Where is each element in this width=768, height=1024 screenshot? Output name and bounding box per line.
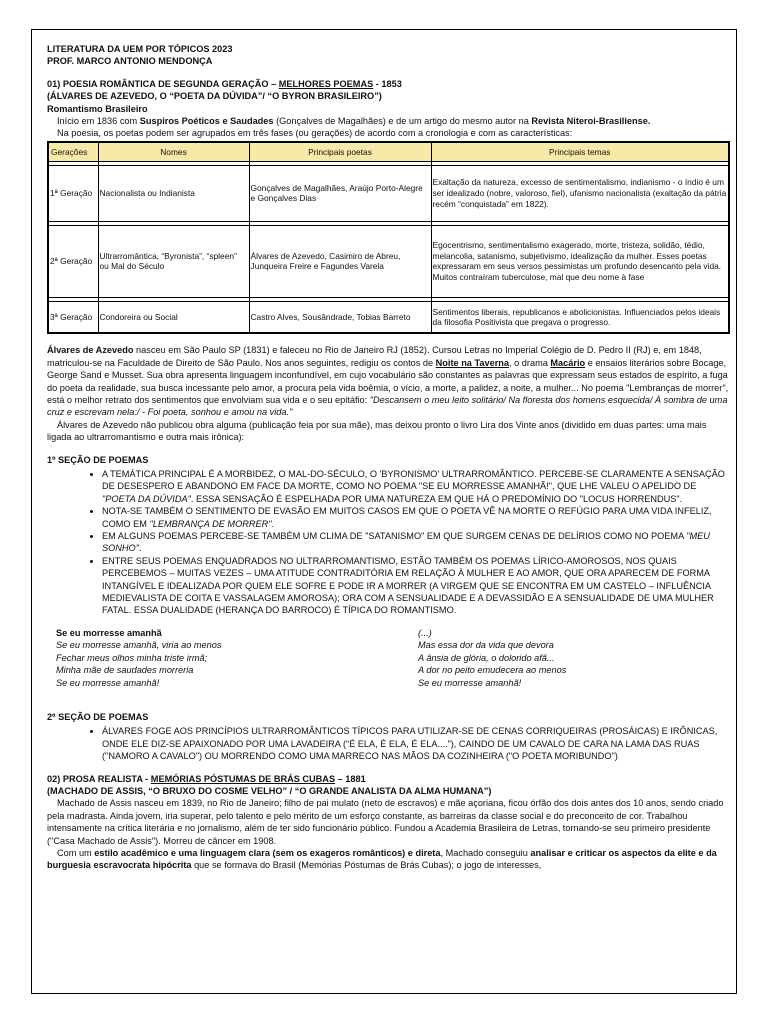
machado-style bbox=[47, 847, 730, 872]
poem-excerpt bbox=[56, 627, 730, 689]
part2-list bbox=[47, 725, 730, 762]
bio-text: e ensaios literários sobre Bocage, George Sand e Musset. Sua obra apresenta linguagem inconfundível, em cujo vocabulário são constantes as palavras que expressam seus estados de espírito, a fuga do poeta da realidade, sua busca incessante pelo amor, a procura pela vida boêmia, o vício, a morte, a palidez, a noite, a mulher... No poema "Lembranças de morrer", está o melhor retrato dos sentimentos que envolviam sua vida e o seu epitáfio: bbox=[47, 357, 729, 405]
style-text: , Machado conseguiu bbox=[440, 847, 531, 858]
table-row bbox=[48, 225, 729, 297]
poem-title: Se eu morresse amanhã bbox=[56, 627, 162, 638]
part1-list bbox=[47, 468, 730, 617]
bullet-text: NOTA-SE TAMBÉM O SENTIMENTO DE EVASÃO EM MUITOS CASOS EM QUE O POETA VÊ NA MORTE O REFÚGIO PARA UMA VIDA INFELIZ, COMO EM bbox=[102, 506, 712, 529]
bio-paragraph bbox=[47, 344, 730, 418]
cell-names: Condoreira ou Social bbox=[98, 301, 249, 333]
section1-title-prefix: 01) POESIA ROMÂNTICA DE SEGUNDA GERAÇÃO – bbox=[47, 78, 279, 89]
section2-title-year: – 1881 bbox=[335, 773, 366, 784]
poem-verse: Minha mãe de saudades morreria bbox=[56, 665, 194, 676]
cell-gen: 2ª Geração bbox=[48, 225, 98, 297]
bullet-italic: "MEU SONHO" bbox=[102, 531, 710, 554]
style-text: que se formava do Brasil (Memórias Póstumas de Brás Cubas); o jogo de interesses, bbox=[191, 860, 542, 871]
poem-verse: A ânsia de glória, o dolorido afã... bbox=[418, 652, 555, 663]
cell-names: Ultrarromântica, “Byronista”, “spleen” ou Mal do Século bbox=[98, 225, 249, 297]
cell-gen: 3ª Geração bbox=[48, 301, 98, 333]
style-bold: estilo acadêmico e uma linguagem clara (sem os exageros românticos) e direta bbox=[94, 847, 441, 858]
bio-paragraph-2: Álvares de Azevedo não publicou obra alguma (publicação feia por sua mãe), mas deixou pronto o livro Lira dos Vinte anos (dividido em duas partes: uma mais ligada ao ultrarromantismo e outra mais irônica): bbox=[47, 419, 707, 443]
poem-left-column bbox=[56, 627, 418, 689]
intro-text: Início em 1836 com bbox=[57, 116, 140, 127]
poem-verse: Fechar meus olhos minha triste irmã; bbox=[56, 652, 208, 663]
link-noite-na-taverna[interactable]: Noite na Taverna bbox=[435, 357, 510, 368]
part1-title: 1º SEÇÃO DE POEMAS bbox=[47, 454, 149, 465]
intro-book: Suspiros Poéticos e Saudades bbox=[139, 116, 274, 127]
intro-journal: Revista Niteroi-Brasiliense. bbox=[531, 116, 651, 127]
list-item bbox=[102, 468, 730, 505]
bio-text: , o drama bbox=[509, 357, 551, 368]
header-course: LITERATURA DA UEM POR TÓPICOS 2023 bbox=[47, 44, 233, 54]
document-body bbox=[47, 43, 730, 872]
cell-themes: Sentimentos liberais, republicanos e abolicionistas. Influenciados pelos ideais da filosofia Positivista que pregava o progresso. bbox=[431, 301, 729, 333]
bullet-italic: "LEMBRANÇA DE MORRER" bbox=[149, 518, 272, 529]
poem-verse: A dor no peito emudecera ao menos bbox=[418, 665, 567, 676]
bullet-italic: "POETA DA DÚVIDA" bbox=[102, 493, 191, 504]
section1-title-year: - 1853 bbox=[373, 78, 402, 89]
section1-book-link[interactable]: MELHORES POEMAS bbox=[278, 78, 374, 89]
cell-themes: Egocentrismo, sentimentalismo exagerado, morte, tristeza, solidão, tédio, melancolia, satanismo, subjetivismo, idealização da mulher. Esses poetas expressaram em seus versos pessimistas um profundo desencanto pela vida. Muitos contraíram tuberculose, mal que deu nome à fase bbox=[431, 225, 729, 297]
part2-title: 2ª SEÇÃO DE POEMAS bbox=[47, 711, 149, 722]
table-row bbox=[48, 165, 729, 221]
cell-poets: Gonçalves de Magalhães, Araújo Porto-Alegre e Gonçalves Dias bbox=[249, 165, 431, 221]
table-row bbox=[48, 301, 729, 333]
romantismo-heading: Romantismo Brasileiro bbox=[47, 103, 148, 114]
poem-verse: Se eu morresse amanhã! bbox=[56, 677, 160, 688]
cell-poets: Castro Alves, Sousândrade, Tobias Barreto bbox=[249, 301, 431, 333]
bio-author-name: Álvares de Azevedo bbox=[47, 345, 134, 356]
romantismo-intro-2: Na poesia, os poetas podem ser agrupados em três fases (ou gerações) de acordo com a cronologia e com as características: bbox=[57, 128, 573, 139]
poem-ellipsis: (...) bbox=[418, 627, 432, 638]
poem-verse: Se eu morresse amanhã! bbox=[418, 677, 522, 688]
poem-verse: Mas essa dor da vida que devora bbox=[418, 640, 554, 651]
link-macario[interactable]: Macário bbox=[550, 357, 586, 368]
section2-subtitle: (MACHADO DE ASSIS, “O BRUXO DO COSME VELHO” / “O GRANDE ANALISTA DA ALMA HUMANA”) bbox=[47, 785, 492, 796]
bullet-text: . bbox=[138, 543, 142, 554]
style-text: Com um bbox=[57, 847, 95, 858]
list-item: • ÁLVARES FOGE AOS PRINCÍPIOS ULTRARROMÂNTICOS TÍPICOS PARA UTILIZAR-SE DE CENAS CORRIQUEIRAS (PROSÁICAS) E IRÔNICAS, ONDE ELE DIZ-SE APAIXONADO POR UMA LAVADEIRA (“É ELA, É ELA, É ELA....”), CAINDO DE UM CAVALO DE CARA NA LAMA DAS RUAS ("NAMORO A CAVALO") OU MORRENDO COMO UMA MARRECO NAS MÃOS DA COZINHEIRA ("O POETA MORIBUNDO") bbox=[102, 725, 730, 762]
header-poetas: Principais poetas bbox=[249, 142, 431, 162]
bio-epitaph: "Descansem o meu leito solitário/ Na floresta dos homens esquecida/ À sombra de uma cruz e escrevam nela:/ - Foi poeta, sonhou e amou na vida." bbox=[47, 394, 728, 418]
section2-title bbox=[47, 773, 730, 785]
generations-table bbox=[47, 141, 730, 335]
cell-gen: 1ª Geração bbox=[48, 165, 98, 221]
cell-names: Nacionalista ou Indianista bbox=[98, 165, 249, 221]
section2-book-link[interactable]: MEMÓRIAS PÓSTUMAS DE BRÁS CUBAS bbox=[150, 773, 336, 784]
romantismo-intro bbox=[47, 115, 730, 127]
bullet-text: A TEMÁTICA PRINCIPAL É A MORBIDEZ, O MAL-DO-SÉCULO, O 'BYRONISMO' ULTRARROMÂNTICO. PERCEBE-SE CLARAMENTE A SENSAÇÃO DE DESESPERO E ABANDONO EM FACE DA MORTE, COMO NO POEMA "SE EU MORRESSE AMANHÃ!", QUE LHE VALEU O APELIDO DE bbox=[102, 469, 725, 492]
list-item: • ENTRE SEUS POEMAS ENQUADRADOS NO ULTRARROMANTISMO, ESTÃO TAMBÉM OS POEMAS LÍRICO-AMOROSOS, NOS QUAIS PERCEBEMOS – MUITAS VEZES – UMA ATITUDE CONTRADITÓRIA EM RELAÇÃO À MULHER E AO AMOR, QUE ORA APARECEM DE FORMA INTANGÍVEL E IDEALIZADA POR QUEM ELE SOFRE E PODE IR A MORRER (A VIRGEM QUE SE ENCONTRA EM UM CASTELO – INFLUÊNCIA MEDIEVALISTA DE COITA E VASSALAGEM AMOROSA); ORA COM A SENSUALIDADE E A DEVASSIDÃO E A SENSUALIDADE DE UMA MULHER FATAL. ESSA DUALIDADE (HERANÇA DO BARROCO) É TÍPICA DO ROMANTISMO. bbox=[102, 555, 730, 617]
bullet-text: EM ALGUNS POEMAS PERCEBE-SE TAMBÉM UM CLIMA DE "SATANISMO" EM QUE SURGEM CENAS DE DELÍRIOS COMO NO POEMA bbox=[102, 531, 687, 542]
machado-bio: Machado de Assis nasceu em 1839, no Rio de Janeiro; filho de pai mulato (neto de escravos) e mãe açoriana, ficou órfão dos dois antes dos 10 anos, sendo criado pela madrasta. Ainda jovem, iria superar, pelo talento e pelo mérito de um esforço constante, as barreiras da classe social e do preconceito de cor. Trabalhou intensamente na crítica literária e no jornalismo, além de ter sido funcionário público. Fundou a Academia Brasileira de Letras, tornando-se seu primeiro presidente ("Casa Machado de Assis"). Morreu de câncer em 1908. bbox=[47, 798, 724, 846]
section1-subtitle: (ÁLVARES DE AZEVEDO, O “POETA DA DÚVIDA”/ “O BYRON BRASILEIRO”) bbox=[47, 91, 382, 102]
bullet-text: . bbox=[271, 518, 275, 529]
header-geracoes: Gerações bbox=[48, 142, 98, 162]
header-nomes: Nomes bbox=[98, 142, 249, 162]
style-bold: analisar e criticar os aspectos da elite e da burguesia escravocrata hipócrita bbox=[47, 847, 717, 871]
section1-title bbox=[47, 78, 730, 90]
list-item bbox=[102, 505, 730, 530]
poem-right-column bbox=[418, 627, 718, 689]
section2-title-prefix: 02) PROSA REALISTA - bbox=[47, 773, 151, 784]
header-temas: Principais temas bbox=[431, 142, 729, 162]
cell-themes: Exaltação da natureza, excesso de sentimentalismo, indianismo - o índio é um ser idealizado (nobre, valoroso, fiel), ufanismo nacionalista (exaltação da pátria recém “conquistada” em 1822). bbox=[431, 165, 729, 221]
poem-verse: Se eu morresse amanhã, viria ao menos bbox=[56, 640, 222, 651]
bio-text: nasceu em São Paulo SP (1831) e faleceu no Rio de Janeiro RJ (1852). Cursou Letras no Imperial Colégio de D. Pedro II (RJ) e, em 1848, matriculou-se na Faculdade de Direito de São Paulo. Nos anos seguintes, redigiu os contos de bbox=[47, 345, 702, 368]
bullet-text: . ESSA SENSAÇÃO É ESPELHADA POR UMA NATUREZA EM QUE HÁ O PREDOMÍNIO DO "LOCUS HORRENDUS". bbox=[190, 493, 683, 504]
list-item bbox=[102, 530, 730, 555]
cell-poets: Álvares de Azevedo, Casimiro de Abreu, Junqueira Freire e Fagundes Varela bbox=[249, 225, 431, 297]
intro-text-2: (Gonçalves de Magalhães) e de um artigo do mesmo autor na bbox=[273, 116, 532, 127]
table-header-row bbox=[48, 142, 729, 162]
header-professor: PROF. MARCO ANTONIO MENDONÇA bbox=[47, 56, 213, 67]
